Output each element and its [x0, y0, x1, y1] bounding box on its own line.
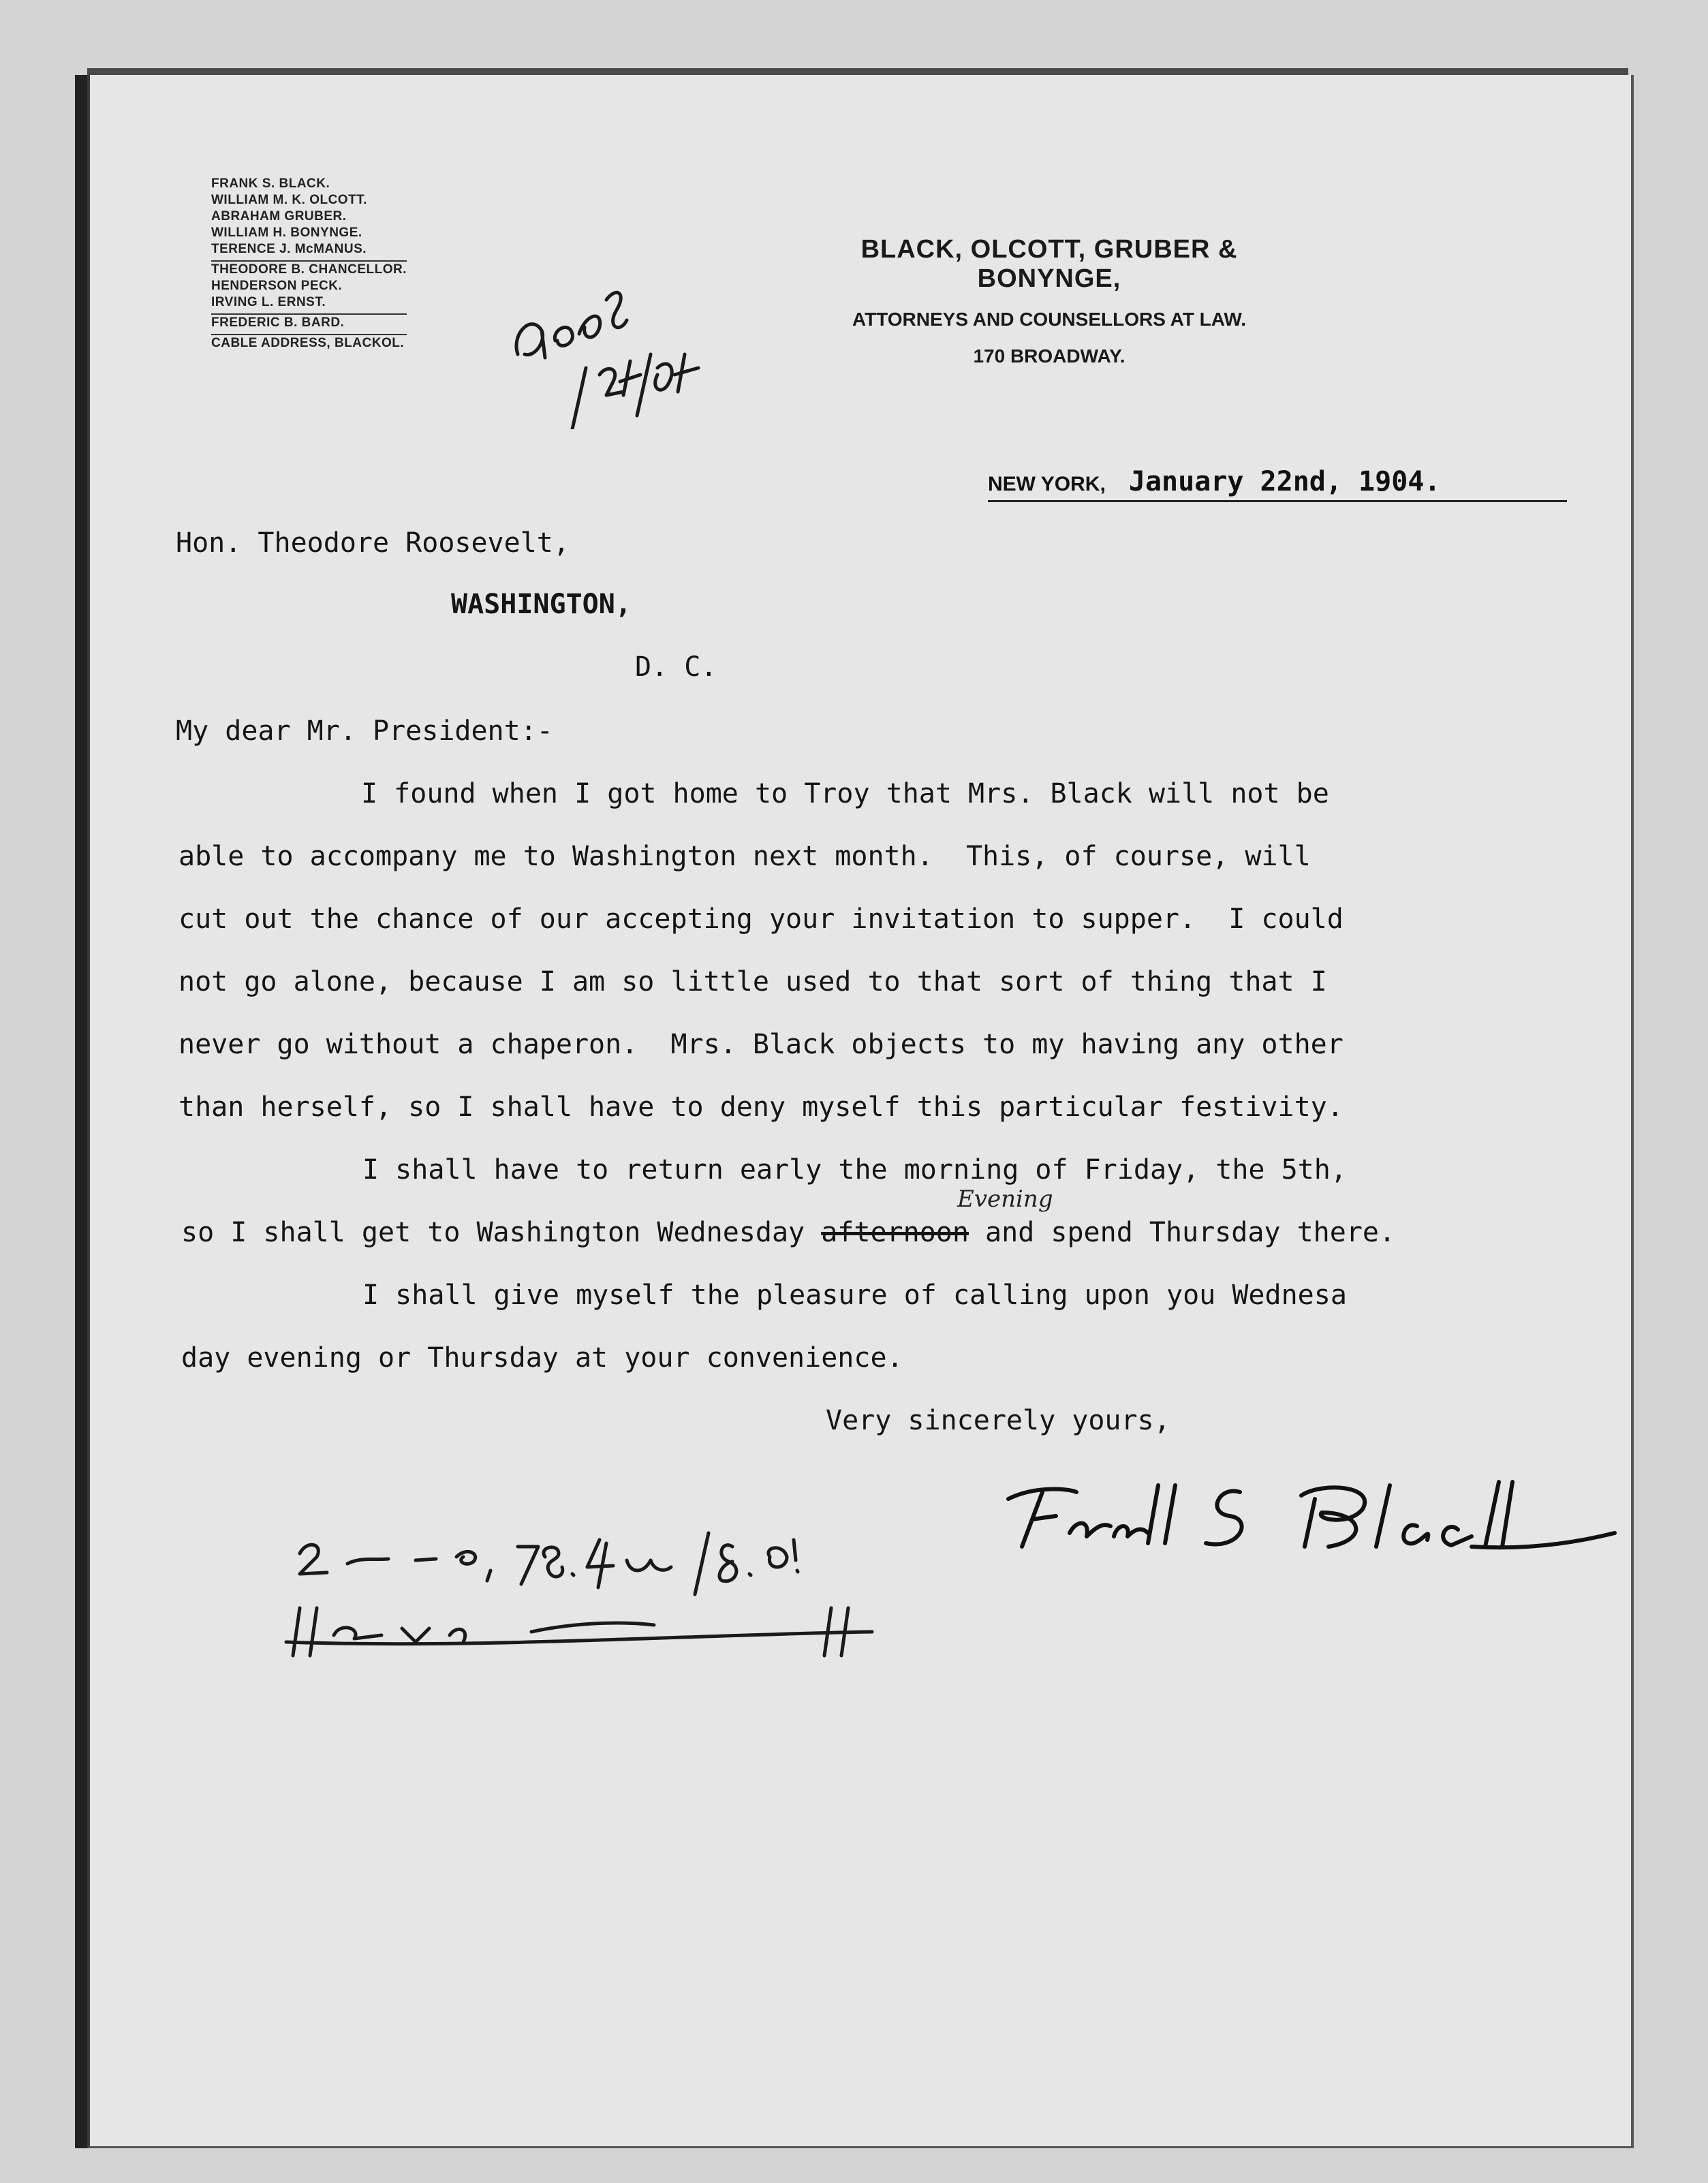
recipient-city: WASHINGTON,: [451, 589, 632, 620]
handwritten-signature: [995, 1472, 1621, 1560]
partner-name: ABRAHAM GRUBER.: [211, 209, 347, 223]
cable-address: CABLE ADDRESS, BLACKOL.: [211, 334, 407, 352]
body-line: than herself, so I shall have to deny myself this particular festivity.: [178, 1092, 1344, 1123]
body-line: not go alone, because I am so little used to that sort of thing that I: [178, 966, 1327, 997]
body-line: I shall have to return early the morning of Friday, the 5th,: [362, 1154, 1347, 1186]
body-line: I found when I got home to Troy that Mrs. Black will not be: [361, 778, 1329, 809]
letterhead-partner-list: [211, 176, 407, 352]
partner-name: WILLIAM H. BONYNGE.: [211, 226, 362, 240]
partner-name: TERENCE J. McMANUS.: [211, 242, 367, 256]
partner-name: WILLIAM M. K. OLCOTT.: [211, 193, 367, 207]
partner-name: HENDERSON PECK.: [211, 279, 343, 293]
salutation: My dear Mr. President:-: [176, 715, 553, 747]
recipient-name: Hon. Theodore Roosevelt,: [176, 527, 570, 559]
struck-word: afternoon: [821, 1217, 969, 1248]
partner-name: IRVING L. ERNST.: [211, 295, 326, 309]
date-place: NEW YORK,: [988, 473, 1106, 495]
date-line: [988, 466, 1567, 502]
body-text: so I shall get to Washington Wednesday: [181, 1217, 822, 1248]
body-line: I shall give myself the pleasure of calling upon you Wednesa: [362, 1280, 1347, 1311]
body-line: cut out the chance of our accepting your invitation to supper. I could: [178, 903, 1344, 935]
firm-name: BLACK, OLCOTT, GRUBER & BONYNGE,: [860, 235, 1238, 293]
body-text: and spend Thursday there.: [968, 1217, 1396, 1248]
firm-subtitle: ATTORNEYS AND COUNSELLORS AT LAW.: [852, 309, 1247, 330]
body-line-with-correction: [181, 1217, 1395, 1248]
body-line: able to accompany me to Washington next month. This, of course, will: [178, 841, 1311, 872]
firm-address: 170 BROADWAY.: [973, 345, 1125, 367]
partner-name: THEODORE B. CHANCELLOR.: [211, 260, 407, 278]
handwritten-archival-notation: [273, 1519, 995, 1676]
partner-name: FRANK S. BLACK.: [211, 176, 330, 191]
recipient-district: D. C.: [635, 651, 717, 683]
letter-date: January 22nd, 1904.: [1128, 466, 1441, 497]
closing: Very sincerely yours,: [826, 1405, 1170, 1436]
handwritten-acknowledgement-note: [504, 273, 722, 429]
partner-name: FREDERIC B. BARD.: [211, 313, 407, 331]
body-line: day evening or Thursday at your convenience.: [181, 1342, 903, 1374]
handwritten-insertion: Evening: [957, 1186, 1053, 1213]
letterhead-firm: [790, 235, 1308, 367]
body-line: never go without a chaperon. Mrs. Black objects to my having any other: [178, 1029, 1344, 1060]
